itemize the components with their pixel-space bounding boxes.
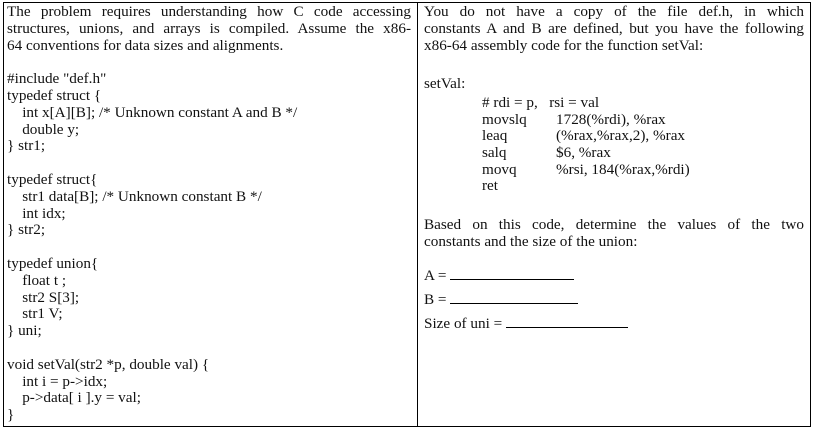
intro-line: You do not have a copy of the file def.h, in which	[424, 3, 804, 20]
assembly-line: leaq (%rax,%rax,2), %rax	[482, 127, 686, 145]
code-line: float t ;	[7, 271, 67, 289]
answer-b: B =	[424, 288, 804, 312]
column-divider	[417, 2, 418, 427]
intro-line: The problem requires understanding how C code accessing	[7, 3, 411, 20]
function-label: setVal:	[424, 75, 466, 93]
assembly-line: movslq 1728(%rdi), %rax	[482, 110, 666, 128]
intro-line: constants A and B are defined, but you have the following	[424, 19, 804, 37]
code-line: p->data[ i ].y = val;	[7, 389, 141, 407]
code-line: } str2;	[7, 221, 46, 239]
answer-size-blank[interactable]	[506, 313, 628, 328]
code-line: } uni;	[7, 322, 42, 340]
left-column	[7, 4, 411, 424]
code-line: #include "def.h"	[7, 70, 107, 88]
assembly-line: movq %rsi, 184(%rax,%rdi)	[482, 160, 690, 178]
code-line: str1 data[B]; /* Unknown constant B */	[7, 187, 262, 205]
code-line: typedef struct{	[7, 170, 98, 188]
answer-b-blank[interactable]	[450, 289, 578, 304]
code-line: } str1;	[7, 137, 46, 155]
assembly-line: salq $6, %rax	[482, 143, 611, 161]
code-line: void setVal(str2 *p, double val) {	[7, 355, 210, 373]
assembly-comment: # rdi = p, rsi = val	[482, 94, 600, 112]
answer-a: A =	[424, 264, 804, 288]
intro-line: x86-64 assembly code for the function setVal:	[424, 36, 704, 54]
code-line: typedef union{	[7, 254, 99, 272]
code-line: int i = p->idx;	[7, 372, 108, 390]
code-line: int x[A][B]; /* Unknown constant A and B */	[7, 103, 298, 121]
code-line: str1 V;	[7, 305, 63, 323]
code-line: int idx;	[7, 204, 66, 222]
right-column	[424, 4, 804, 336]
assembly-line: ret	[482, 177, 499, 195]
code-line: double y;	[7, 120, 80, 138]
code-line: str2 S[3];	[7, 288, 80, 306]
question-line: constants and the size of the union:	[424, 232, 638, 250]
code-line: }	[7, 406, 15, 424]
intro-line: structures, unions, and arrays is compiled. Assume the x86-	[7, 19, 411, 37]
code-line: typedef struct {	[7, 86, 102, 104]
answer-size-of-uni: Size of uni =	[424, 312, 804, 336]
question-line: Based on this code, determine the values of the two	[424, 215, 804, 233]
answer-a-blank[interactable]	[450, 265, 574, 280]
intro-line: 64 conventions for data sizes and alignments.	[7, 36, 284, 54]
